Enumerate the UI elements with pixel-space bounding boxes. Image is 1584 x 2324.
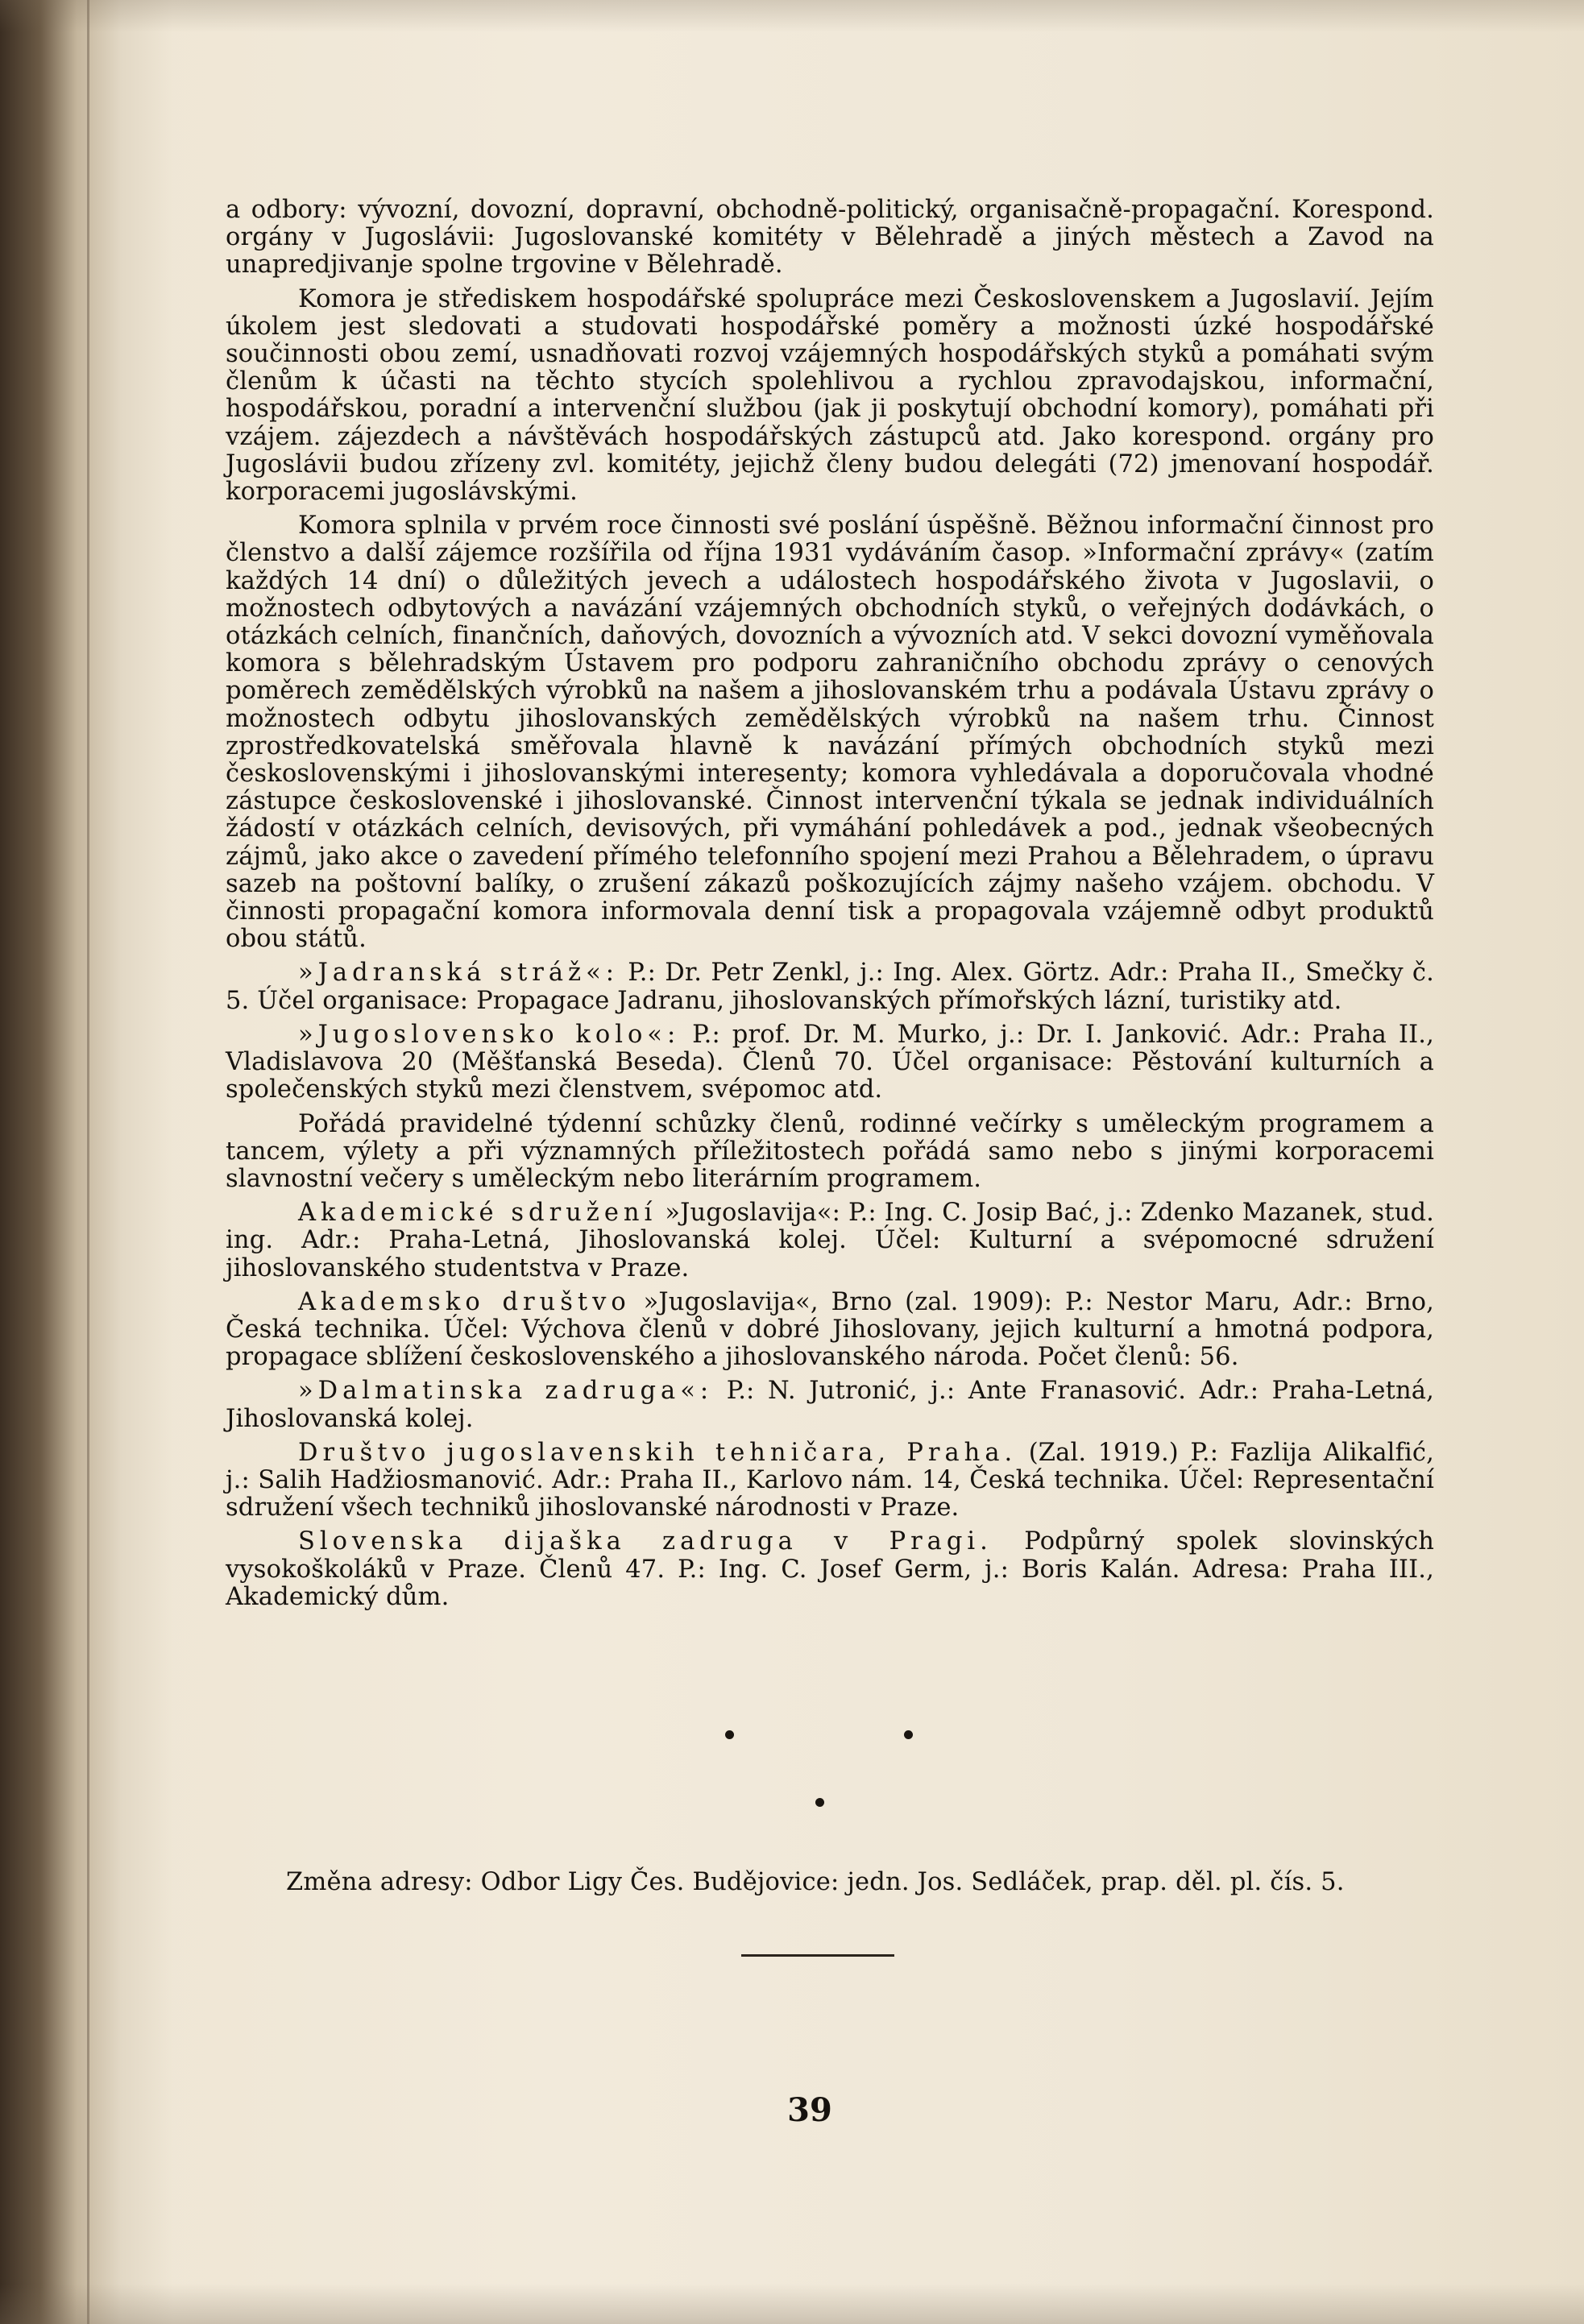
entry-text: P.: Dr. Petr Zenkl, j.: Ing. Alex. Görtz. Adr.: Praha II., Smečky č. 5. Účel organisace: Propagace Jadranu, jihoslovanských přímořských lázní, turistiky atd.: [226, 959, 1435, 1015]
separator-dot: [725, 1730, 734, 1739]
organization-name: Akademsko društvo: [298, 1287, 631, 1316]
entry-text: »Jugoslavija«, Brno (zal. 1909): P.: Nestor Maru, Adr.: Brno, Česká technika. Účel: Výchova členů v dobré Jihoslovany, jejich kulturní a hmotná podpora, propagace sblížení československého a jihoslovanského národa. Počet členů: 56.: [226, 1287, 1434, 1372]
organization-name: »Dalmatinska zadruga«:: [298, 1377, 714, 1406]
page-edge-line: [87, 0, 89, 2324]
entry-text: P.: N. Jutronić, j.: Ante Franasović. Adr.: Praha-Letná, Jihoslovanská kolej.: [226, 1377, 1434, 1433]
organization-name: Slovenska dijaška zadruga v Pragi.: [298, 1527, 993, 1556]
separator-dot: [904, 1730, 913, 1739]
bottom-edge-shadow: [0, 2284, 1584, 2324]
organization-name: Akademické sdružení: [298, 1199, 657, 1228]
entry-akademicke-sdruzeni: [226, 1199, 1434, 1282]
organization-name: »Jugoslovensko kolo«:: [298, 1020, 681, 1049]
top-edge-shadow: [0, 0, 1584, 32]
entry-text: Podpůrný spolek slovinských vysokoškoláků v Praze. Členů 47. P.: Ing. C. Josef Germ, j.: Boris Kalán. Adresa: Praha III., Akademický dům.: [226, 1527, 1434, 1611]
paragraph-chamber-purpose: Komora je střediskem hospodářské spolupráce mezi Československem a Jugoslavií. Jejím úkolem jest sledovati a studovati hospodářské poměry a možnosti úzké hospodářské součinnosti obou zemí, usnadňovati rozvoj vzájemných hospodářských styků a pomáhati svým členům k účasti na těchto stycích spolehlivou a rychlou zpravodajskou, informační, hospodářskou, poradní a intervenční službou (jak ji poskytují obchodní komory), pomáhati při vzájem. zájezdech a návštěvách hospodářských zástupců atd. Jako korespond. orgány pro Jugoslávii budou zřízeny zvl. komitéty, jejichž členy budou delegáti (72) jmenovaní hospodář. korporacemi jugoslávskými.: [226, 284, 1434, 507]
horizontal-rule: [741, 1954, 894, 1957]
paragraph-departments: a odbory: vývozní, dovozní, dopravní, obchodně-politický, organisačně-propagační. Korespond. orgány v Jugoslávii: Jugoslovanské komitéty v Bělehradě a jiných městech a Zavod na unapredjivanje spolne trgovine v Bělehradě.: [226, 196, 1434, 280]
address-change-note: Změna adresy: Odbor Ligy Čes. Budějovice: jedn. Jos. Sedláček, prap. děl. pl. čís. 5.: [286, 1868, 1345, 1896]
separator-dot: [815, 1798, 824, 1807]
paragraph-chamber-activity: Komora splnila v prvém roce činnosti své poslání úspěšně. Běžnou informační činnost pro členstvo a další zájemce rozšířila od října 1931 vydáváním časop. »Informační zprávy« (zatím každých 14 dní) o důležitých jevech a událostech hospodářského života v Jugoslavii, o možnostech odbytových a navázání vzájemných obchodních styků, o veřejných dodávkách, o otázkách celních, finančních, daňových, dovozních a vývozních atd. V sekci dovozní vyměňovala komora s bělehradským Ústavem pro podporu zahraničního obchodu zprávy o cenových poměrech zemědělských výrobků na našem a jihoslovanském trhu a podávala Ústavu zprávy o možnostech odbytu jihoslovanských zemědělských výrobků na našem trhu. Činnost zprostředkovatelská směřovala hlavně k navázání přímých obchodních styků mezi československými i jihoslovanskými interesenty; komora vyhledávala a doporučovala vhodné zástupce československé i jihoslovanské. Činnost intervenční týkala se jednak individuálních žádostí v otázkách celních, devisových, při vymáhání pohledávek a pod., jednak všeobecných zájmů, jako akce o zavedení přímého telefonního spojení mezi Prahou a Bělehradem, o úpravu sazeb na poštovní balíky, o zrušení zákazů poškozujících zájmy našeho vzájem. obchodu. V činnosti propagační komora informovala denní tisk a propagovala vzájemně odbyt produktů obou států.: [226, 512, 1434, 954]
entry-slovenska-zadruga: [226, 1528, 1434, 1611]
entry-text: (Zal. 1919.) P.: Fazlija Alikalfić, j.: Salih Hadžiosmanović. Adr.: Praha II., Karlovo nám. 14, Česká technika. Účel: Representační sdružení všech techniků jihoslovanské národnosti v Praze.: [226, 1438, 1434, 1522]
entry-text: P.: prof. Dr. M. Murko, j.: Dr. I. Janković. Adr.: Praha II., Vladislavova 20 (Měšťanská Beseda). Členů 70. Účel organisace: Pěstování kulturních a společenských styků mezi členstvem, svépomoc atd.: [226, 1020, 1434, 1104]
body-text: [226, 197, 1434, 1611]
organization-name: Društvo jugoslavenskih tehničara, Praha.: [298, 1438, 1018, 1467]
entry-text: »Jugoslavija«: P.: Ing. C. Josip Bać, j.: Zdenko Mazanek, stud. ing. Adr.: Praha-Letná, Jihoslovanská kolej. Účel: Kulturní a svépomocné sdružení jihoslovanského studentstva v Praze.: [226, 1199, 1435, 1282]
entry-jugoslovensko-kolo: [226, 1021, 1434, 1104]
section-separator-dots: [725, 1730, 935, 1811]
entry-jadranska-straz: [226, 959, 1434, 1014]
organization-name: »Jadranská stráž«:: [298, 959, 620, 988]
entry-akademsko-drustvo: [226, 1289, 1434, 1372]
entry-dalmatinska-zadruga: [226, 1377, 1434, 1432]
page-number: 39: [787, 2091, 832, 2129]
entry-drustvo-tehnicara: [226, 1440, 1434, 1522]
paragraph-kolo-events: Pořádá pravidelné týdenní schůzky členů, rodinné večírky s uměleckým programem a tancem, výlety a při významných příležitostech pořádá samo nebo s jinými korporacemi slavnostní večery s uměleckým nebo literárním programem.: [226, 1109, 1434, 1193]
